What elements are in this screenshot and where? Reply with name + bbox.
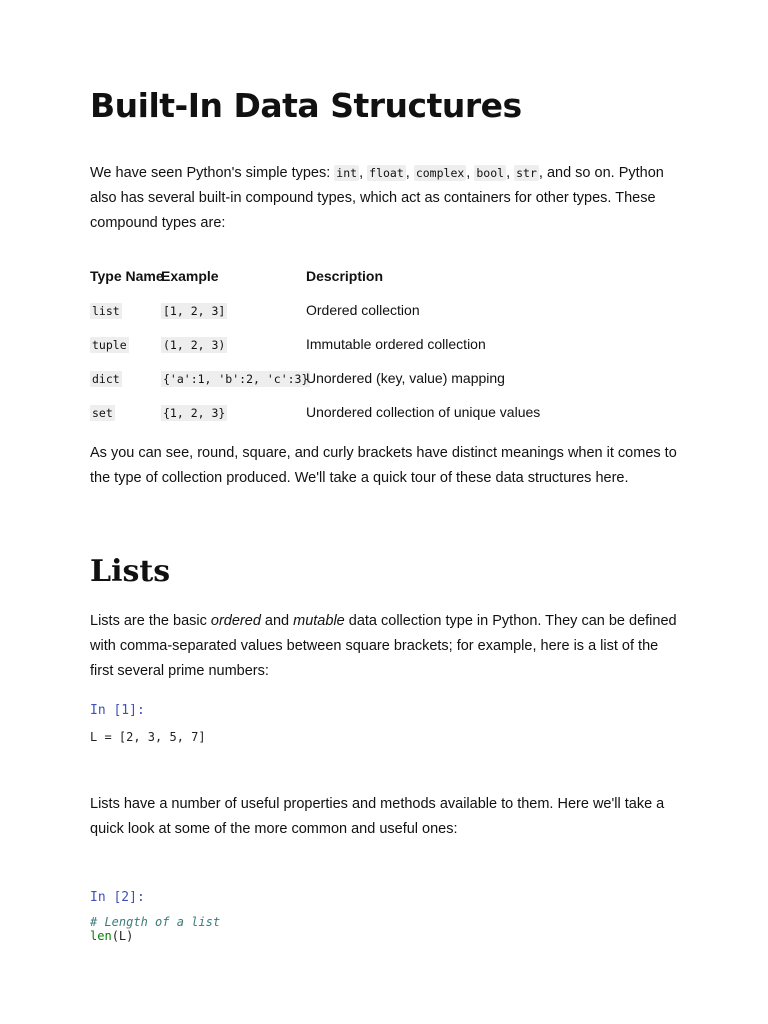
lists-intro-paragraph	[90, 609, 680, 684]
after-table-paragraph: As you can see, round, square, and curly brackets have distinct meanings when it comes to the type of collection produced. We'll take a quick tour of these data structures here.	[90, 445, 677, 486]
lists-intro-c: data collection type in Python. They can be defined with comma-separated values between square brackets; for example, here is a list of the first several prime numbers:	[90, 613, 677, 679]
ordered-emphasis: ordered	[210, 613, 261, 629]
intro-before: We have seen Python's simple types:	[90, 165, 335, 181]
row-example: {'a':1, 'b':2, 'c':3}	[163, 372, 309, 386]
call-args: (L)	[111, 929, 134, 943]
header-example: Example	[161, 268, 219, 284]
type-complex: complex	[415, 166, 465, 180]
type-int: int	[336, 166, 358, 180]
intro-paragraph: We have seen Python's simple types: int , float , complex , bool , str , and so on. Python also has several built-in compound types, which act as containers for other types. These compound types are:	[90, 165, 664, 231]
row-type: set	[92, 406, 113, 420]
row-description: Immutable ordered collection	[306, 336, 486, 352]
row-type: list	[92, 304, 120, 318]
row-example: [1, 2, 3]	[163, 304, 226, 318]
mutable-emphasis: mutable	[293, 613, 345, 629]
row-description: Unordered collection of unique values	[306, 404, 541, 420]
code-comment: # Length of a list	[90, 915, 221, 929]
row-description: Unordered (key, value) mapping	[306, 370, 505, 386]
type-bool: bool	[476, 166, 505, 180]
header-type-name: Type Name	[90, 268, 164, 284]
page-title: Built-In Data Structures	[90, 86, 522, 125]
row-example: (1, 2, 3)	[163, 338, 226, 352]
type-str: str	[516, 166, 537, 180]
cell-1-prompt: In [1]:	[90, 703, 145, 718]
header-description: Description	[306, 268, 384, 284]
lists-intro-b: and	[260, 613, 294, 629]
type-float: float	[369, 166, 404, 180]
lists-heading: Lists	[90, 554, 171, 589]
row-type: tuple	[92, 338, 127, 352]
builtin-len: len	[90, 929, 112, 943]
cell-2-code[interactable]	[90, 915, 220, 943]
lists-methods-paragraph: Lists have a number of useful properties and methods available to them. Here we'll take a quick look at some of the more common and useful ones:	[90, 796, 665, 837]
cell-1-code[interactable]: L = [2, 3, 5, 7]	[90, 730, 206, 744]
cell-2-prompt: In [2]:	[90, 890, 145, 905]
row-example: {1, 2, 3}	[163, 406, 226, 420]
lists-intro-a: Lists are the basic	[90, 613, 211, 629]
row-description: Ordered collection	[306, 302, 420, 318]
intro-after: , and so on. Python also has several built-in compound types, which act as containers for other types. These compound types are:	[90, 165, 664, 231]
row-type: dict	[92, 372, 120, 386]
